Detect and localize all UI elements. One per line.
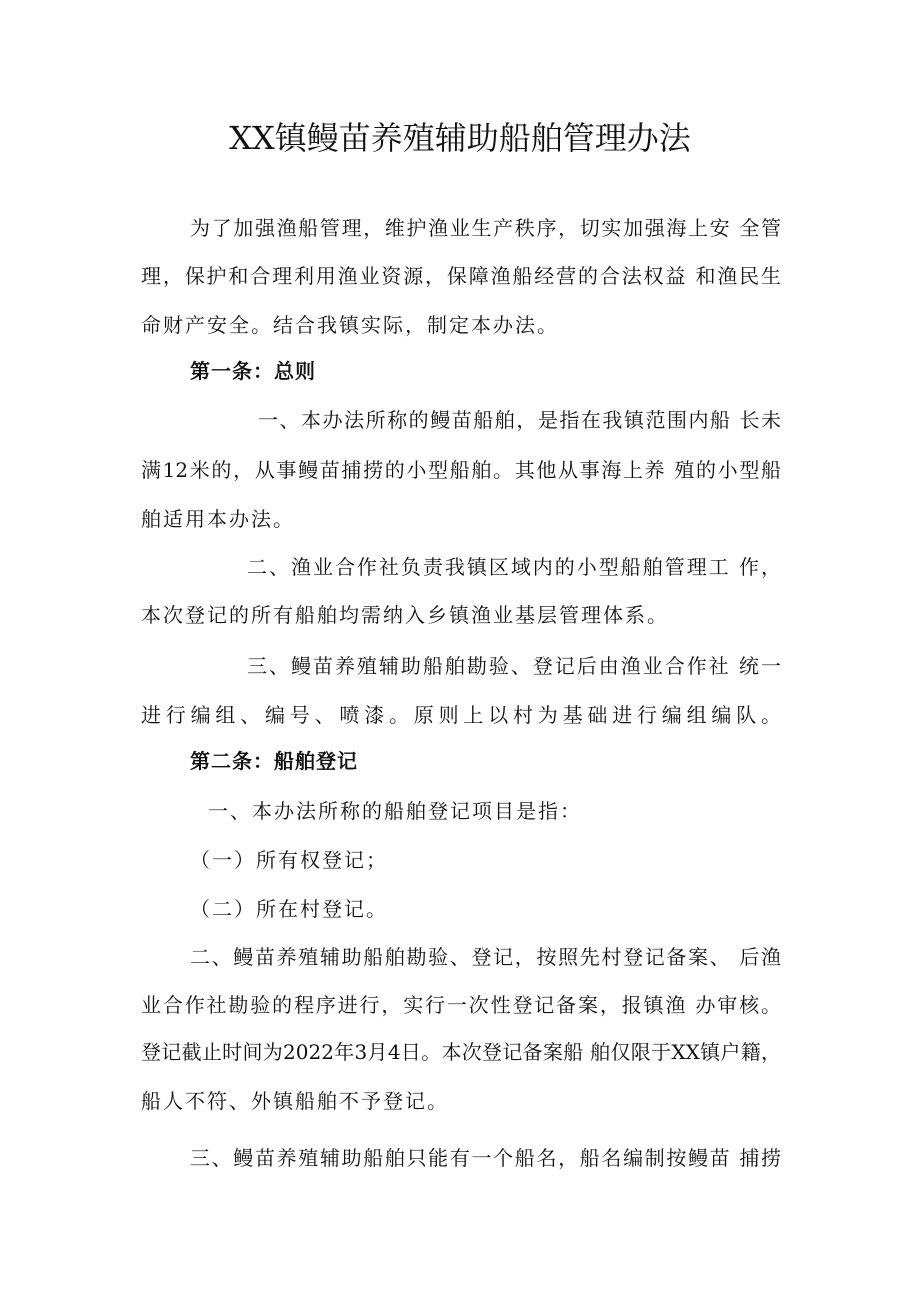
article1-item3-line-2: 进行编组、编号、喷漆。原则上以村为基础进行编组编队。 bbox=[141, 703, 781, 727]
article2-item3-line-1: 三、鳗苗养殖辅助船舶只能有一个船名，船名编制按鳗苗 捕捞 bbox=[190, 1146, 781, 1170]
article1-item1-line-3: 舶适用本办法。 bbox=[141, 507, 295, 531]
article2-item2-line-1: 二、鳗苗养殖辅助船舶勘验、登记，按照先村登记备案、 后渔 bbox=[190, 945, 781, 969]
article1-item2-line-1: 二、渔业合作社负责我镇区域内的小型船舶管理工 作， bbox=[247, 555, 781, 579]
article1-heading: 第一条：总则 bbox=[190, 359, 316, 383]
article2-sub1: （一）所有权登记； bbox=[190, 848, 388, 872]
article2-item2-line-3: 登记截止时间为2022年3月4日。本次登记备案船 舶仅限于XX镇户籍， bbox=[141, 1040, 781, 1064]
intro-line-1: 为了加强渔船管理，维护渔业生产秩序，切实加强海上安 全管 bbox=[190, 216, 781, 240]
article1-item3-line-1: 三、鳗苗养殖辅助船舶勘验、登记后由渔业合作社 统一 bbox=[247, 654, 781, 678]
article2-heading: 第二条：船舶登记 bbox=[190, 749, 358, 773]
intro-line-3: 命财产安全。结合我镇实际，制定本办法。 bbox=[141, 313, 559, 337]
article2-item1: 一、本办法所称的船舶登记项目是指： bbox=[208, 799, 582, 823]
intro-line-2: 理，保护和合理利用渔业资源，保障渔船经营的合法权益 和渔民生 bbox=[141, 264, 781, 288]
article1-item1-line-2: 满12米的，从事鳗苗捕捞的小型船舶。其他从事海上养 殖的小型船 bbox=[141, 458, 781, 482]
article2-sub2: （二）所在村登记。 bbox=[190, 897, 388, 921]
article1-item2-line-2: 本次登记的所有船舶均需纳入乡镇渔业基层管理体系。 bbox=[141, 603, 669, 627]
article1-item1-line-1: 一、本办法所称的鳗苗船舶，是指在我镇范围内船 长未 bbox=[258, 408, 781, 432]
article2-item2-line-4: 船人不符、外镇船舶不予登记。 bbox=[141, 1089, 449, 1113]
document-title: XX镇鳗苗养殖辅助船舶管理办法 bbox=[229, 119, 691, 157]
article2-item2-line-2: 业合作社勘验的程序进行，实行一次性登记备案，报镇渔 办审核。 bbox=[141, 993, 781, 1017]
